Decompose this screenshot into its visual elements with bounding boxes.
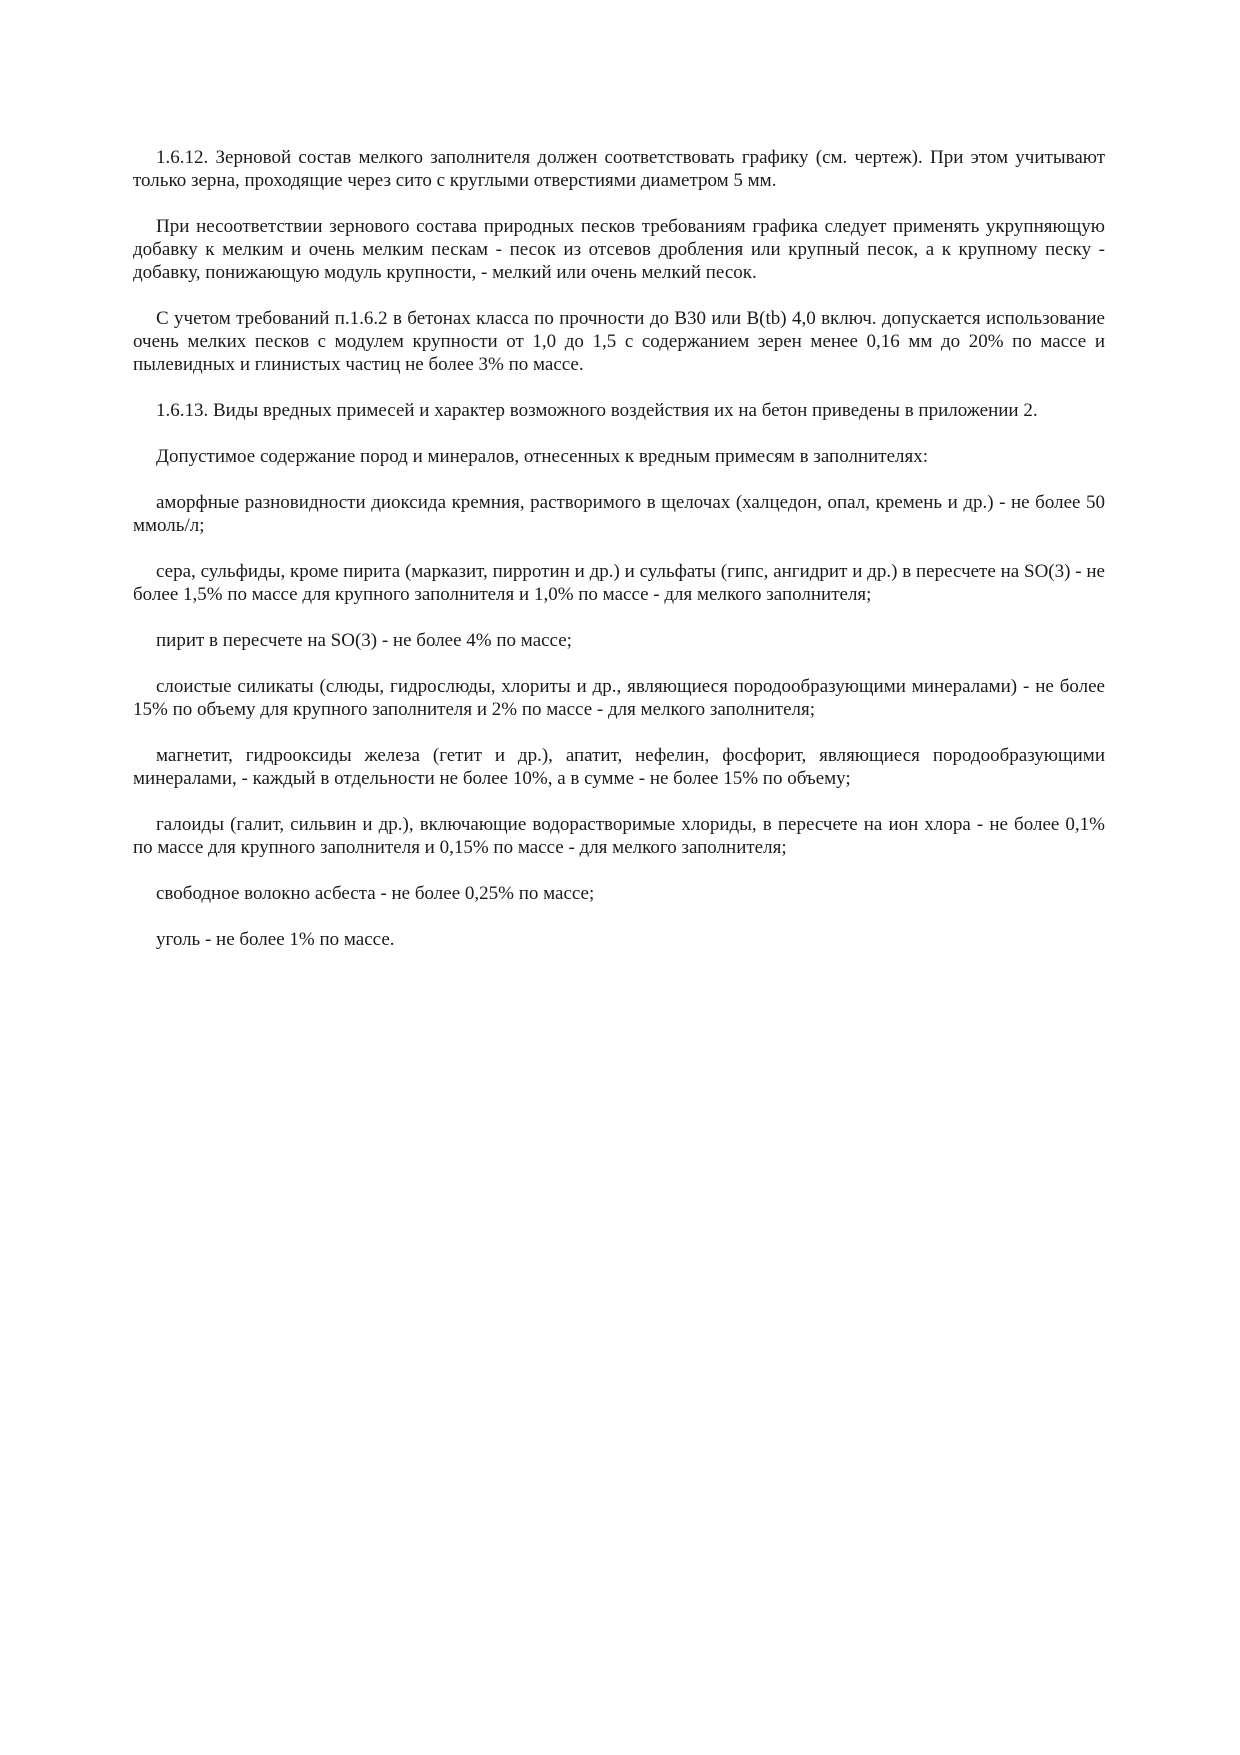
paragraph-1-6-13: 1.6.13. Виды вредных примесей и характер возможного воздействия их на бетон приведены в приложении 2.: [156, 400, 1038, 421]
paragraph-allowed-content-intro: Допустимое содержание пород и минералов, отнесенных к вредным примесям в заполнителях:: [156, 446, 929, 467]
list-item-pyrite: пирит в пересчете на SO(3) - не более 4% по массе;: [156, 630, 572, 651]
list-item-magnetite: магнетит, гидрооксиды железа (гетит и др.), апатит, нефелин, фосфорит, являющиеся породообразующими минералами, - каждый в отдельности не более 10%, а в сумме - не более 15% по объему;: [133, 745, 1105, 789]
list-item-sulfur: сера, сульфиды, кроме пирита (марказит, пирротин и др.) и сульфаты (гипс, ангидрит и др.) в пересчете на SO(3) - не более 1,5% по массе для крупного заполнителя и 1,0% по массе - для мелкого заполнителя;: [133, 561, 1105, 605]
list-item-haloids: галоиды (галит, сильвин и др.), включающие водорастворимые хлориды, в пересчете на ион хлора - не более 0,1% по массе для крупного заполнителя и 0,15% по массе - для мелкого заполнителя;: [133, 814, 1105, 858]
paragraph-fine-sand-usage: С учетом требований п.1.6.2 в бетонах класса по прочности до В30 или B(tb) 4,0 включ. допускается использование очень мелких песков с модулем крупности от 1,0 до 1,5 с содержанием зерен менее 0,16 мм до 20% по массе и пылевидных и глинистых частиц не более 3% по массе.: [133, 308, 1105, 375]
document-page: [133, 146, 1105, 974]
list-item-silicates: слоистые силикаты (слюды, гидрослюды, хлориты и др., являющиеся породообразующими минералами) - не более 15% по объему для крупного заполнителя и 2% по массе - для мелкого заполнителя;: [133, 676, 1105, 720]
list-item-asbestos: свободное волокно асбеста - не более 0,25% по массе;: [156, 883, 595, 904]
list-item-silica: аморфные разновидности диоксида кремния, растворимого в щелочах (халцедон, опал, кремень и др.) - не более 50 ммоль/л;: [133, 492, 1105, 536]
list-item-coal: уголь - не более 1% по массе.: [156, 929, 395, 950]
paragraph-1-6-12: 1.6.12. Зерновой состав мелкого заполнителя должен соответствовать графику (см. чертеж). При этом учитывают только зерна, проходящие через сито с круглыми отверстиями диаметром 5 мм.: [133, 147, 1105, 191]
paragraph-sand-mismatch: При несоответствии зернового состава природных песков требованиям графика следует применять укрупняющую добавку к мелким и очень мелким пескам - песок из отсевов дробления или крупный песок, а к крупному песку - добавку, понижающую модуль крупности, - мелкий или очень мелкий песок.: [133, 216, 1105, 283]
